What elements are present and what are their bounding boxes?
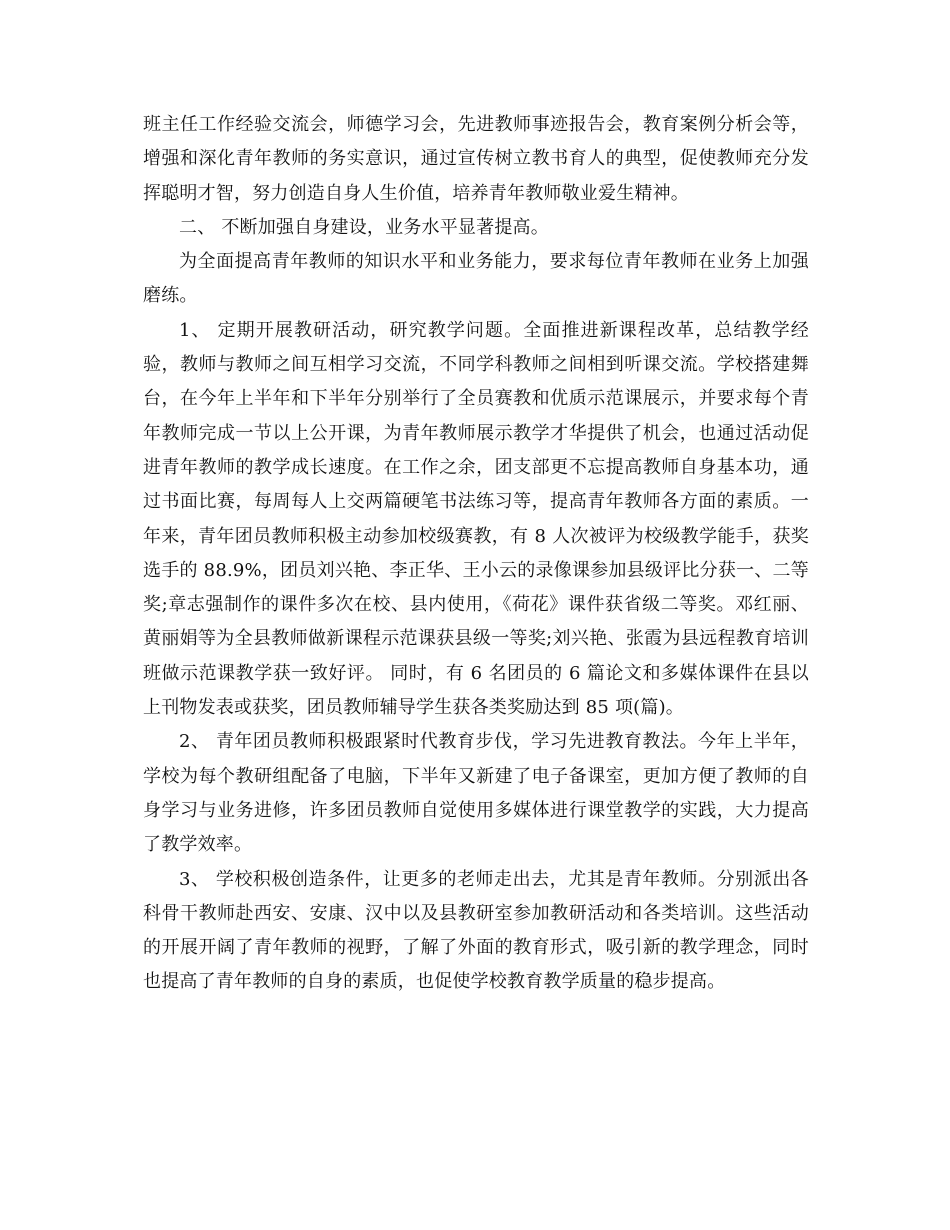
section-heading-self-building: 二、 不断加强自身建设，业务水平显著提高。 <box>179 216 549 238</box>
paragraph-activities-continuation: 班主任工作经验交流会，师德学习会，先进教师事迹报告会，教育案例分析会等，增强和深化青年教师的务实意识，通过宣传树立教书育人的典型，促使教师充分发挥聪明才智，努力创造自身人生价值，培养青年教师敬业爱生精神。 <box>143 114 809 204</box>
paragraph-item-3-external-training: 3、 学校积极创造条件，让更多的老师走出去，尤其是青年教师。分别派出各科骨干教师赴西安、安康、汉中以及县教研室参加教研活动和各类培训。这些活动的开展开阔了青年教师的视野，了解了外面的教育形式，吸引新的教学理念，同时也提高了青年教师的自身的素质，也促使学校教育教学质量的稳步提高。 <box>143 868 809 993</box>
document-body <box>143 108 809 1000</box>
paragraph-intro-training: 为全面提高青年教师的知识水平和业务能力，要求每位青年教师在业务上加强磨练。 <box>143 251 809 307</box>
paragraph-item-2-modern-methods: 2、 青年团员教师积极跟紧时代教育步伐，学习先进教育教法。今年上半年，学校为每个教研组配备了电脑，下半年又新建了电子备课室，更加方便了教师的自身学习与业务进修，许多团员教师自觉使用多媒体进行课堂教学的实践，大力提高了教学效率。 <box>143 731 809 856</box>
paragraph-item-1-teaching-research: 1、 定期开展教研活动，研究教学问题。全面推进新课程改革，总结教学经验，教师与教师之间互相学习交流，不同学科教师之间相到听课交流。学校搭建舞台，在今年上半年和下半年分别举行了全员赛教和优质示范课展示，并要求每个青年教师完成一节以上公开课，为青年教师展示教学才华提供了机会，也通过活动促进青年教师的教学成长速度。在工作之余，团支部更不忘提高教师自身基本功，通过书面比赛，每周每人上交两篇硬笔书法练习等，提高青年教师各方面的素质。一年来，青年团员教师积极主动参加校级赛教，有 8 人次被评为校级教学能手，获奖选手的 88.9%，团员刘兴艳、李正华、王小云的录像课参加县级评比分获一、二等奖;章志强制作的课件多次在校、县内使用，《荷花》课件获省级二等奖。邓红丽、黄丽娟等为全县教师做新课程示范课获县级一等奖;刘兴艳、张霞为县远程教育培训班做示范课教学获一致好评。 同时，有 6 名团员的 6 篇论文和多媒体课件在县以上刊物发表或获奖，团员教师辅导学生获各类奖励达到 85 项(篇)。 <box>143 319 809 719</box>
